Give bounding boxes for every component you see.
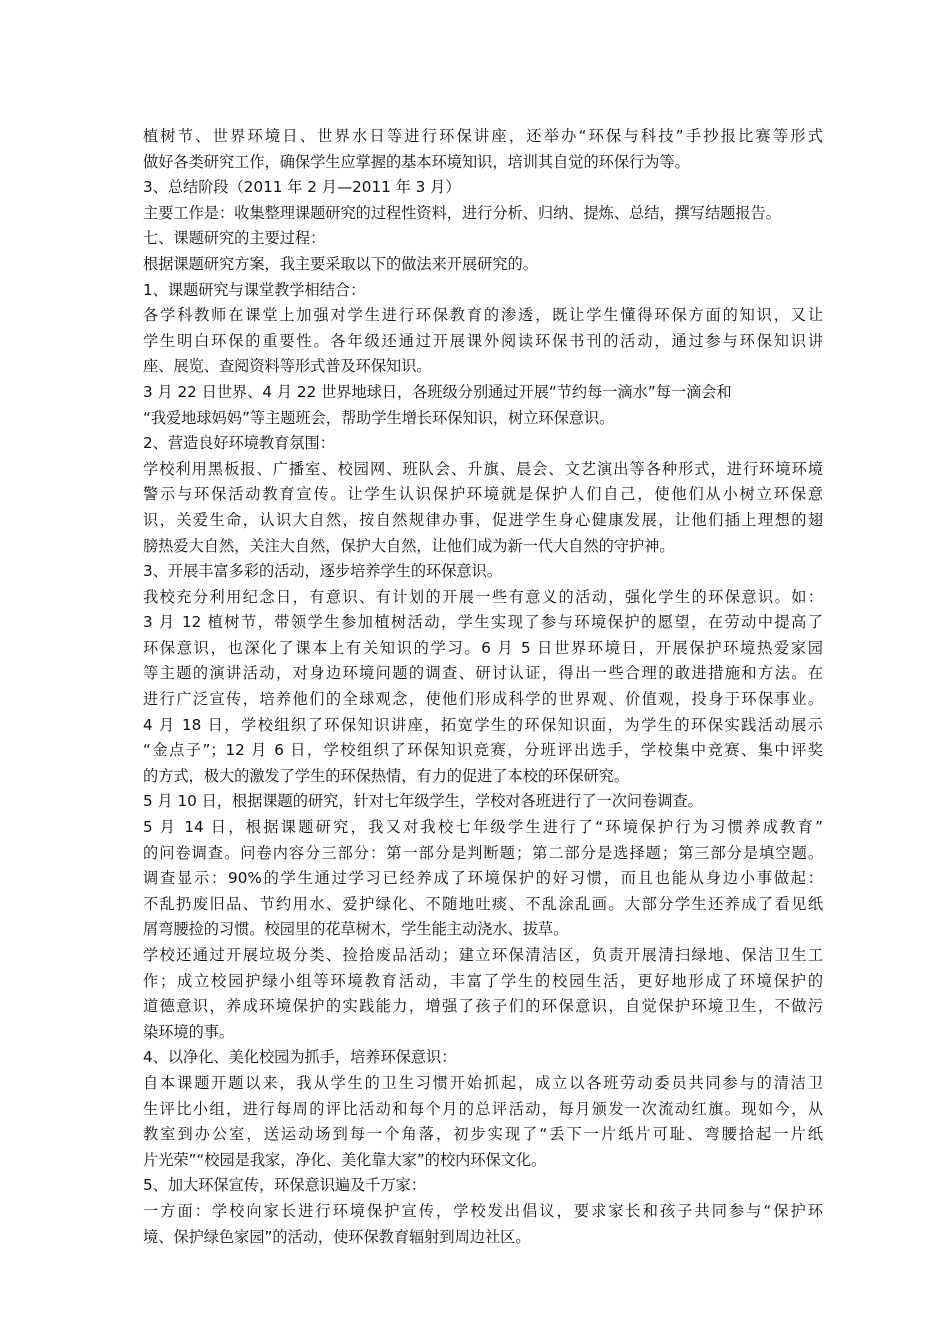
text-line: 3、开展丰富多彩的活动，逐步培养学生的环保意识。 [143, 562, 502, 581]
text-line: 2、营造良好环境教育氛围： [143, 434, 335, 453]
text-line: 片光荣”“校园是我家，净化、美化靠大家”的校内环保文化。 [143, 1150, 547, 1169]
text-line: 识，关爱生命，认识大自然，按自然规律办事，促进学生身心健康发展，让他们插上理想的翅 [143, 510, 823, 529]
text-line: 的问卷调查。问卷内容分三部分：第一部分是判断题；第二部分是选择题；第三部分是填空题。 [143, 843, 823, 862]
text-line: 根据课题研究方案，我主要采取以下的做法来开展研究的。 [143, 254, 538, 273]
text-line: 膀热爱大自然，关注大自然，保护大自然，让他们成为新一代大自然的守护神。 [143, 536, 675, 555]
text-line: 教室到办公室，送运动场到每一个角落，初步实现了“丢下一片纸片可耻、弯腰拾起一片纸 [143, 1125, 823, 1144]
text-line: 各学科教师在课堂上加强对学生进行环保教育的渗透，既让学生懂得环保方面的知识，又让 [143, 306, 823, 325]
text-line: 植树节、世界环境日、世界水日等进行环保讲座，还举办“环保与科技”手抄报比赛等形式 [143, 127, 823, 145]
text-line: 的方式，极大的激发了学生的环保热情，有力的促进了本校的环保研究。 [143, 766, 629, 785]
text-line: 不乱扔废旧品、节约用水、爱护绿化、不随地吐痰、不乱涂乱画。大部分学生还养成了看见纸 [143, 894, 823, 913]
text-line: 道德意识，养成环境保护的实践能力，增强了孩子们的环保意识，自觉保护环境卫生，不做污 [143, 997, 823, 1016]
text-line: 染环境的事。 [143, 1022, 235, 1041]
text-line: 学校还通过开展垃圾分类、捡拾废品活动；建立环保清洁区，负责开展清扫绿地、保洁卫生工 [143, 946, 823, 964]
text-line: 1、课题研究与课堂教学相结合： [143, 280, 366, 299]
text-line: 警示与环保活动教育宣传。让学生认识保护环境就是保护人们自己，使他们从小树立环保意 [143, 485, 823, 504]
text-line: 做好各类研究工作，确保学生应掌握的基本环境知识，培训其自觉的环保行为等。 [143, 152, 690, 171]
text-line: 4、以净化、美化校园为抓手，培养环保意识： [143, 1048, 457, 1067]
text-line: “金点子”；12 月 6 日，学校组织了环保知识竞赛，分班评出选手，学校集中竞赛、集中评奖 [143, 741, 823, 760]
text-line: 3、总结阶段（2011 年 2 月—2011 年 3 月） [143, 178, 461, 197]
text-line: 主要工作是：收集整理课题研究的过程性资料，进行分析、归纳、提炼、总结，撰写结题报告。 [143, 203, 781, 222]
text-line: 一方面：学校向家长进行环境保护宣传，学校发出倡议，要求家长和孩子共同参与“保护环 [143, 1201, 823, 1220]
text-line: 自本课题开题以来，我从学生的卫生习惯开始抓起，成立以各班劳动委员共同参与的清洁卫 [143, 1073, 823, 1092]
text-line: 屑弯腰捡的习惯。校园里的花草树木，学生能主动浇水、拔草。 [143, 920, 569, 939]
text-line: 作；成立校园护绿小组等环境教育活动，丰富了学生的校园生活，更好地形成了环境保护的 [143, 971, 823, 990]
text-line: 3 月 22 日世界、4 月 22 世界地球日，各班级分别通过开展“节约每一滴水”每一滴会和 [143, 382, 732, 401]
text-line: 生评比小组，进行每周的评比活动和每个月的总评活动，每月颁发一次流动红旗。现如今，从 [143, 1099, 823, 1118]
text-line: 5、加大环保宣传，环保意识遍及千万家： [143, 1176, 427, 1195]
text-line: 座、展览、查阅资料等形式普及环保知识。 [143, 357, 432, 376]
text-line: 我校充分利用纪念日，有意识、有计划的开展一些有意义的活动，强化学生的环保意识。如： [143, 587, 823, 606]
text-line: 调查显示：90%的学生通过学习已经养成了环境保护的好习惯，而且也能从身边小事做起： [143, 869, 823, 888]
text-line: 3 月 12 植树节，带领学生参加植树活动，学生实现了参与环境保护的愿望，在劳动中提高了 [143, 613, 823, 632]
text-line: 七、课题研究的主要过程： [143, 229, 326, 248]
text-line: 4 月 18 日，学校组织了环保知识讲座，拓宽学生的环保知识面，为学生的环保实践活动展示 [143, 715, 823, 734]
text-line: 境、保护绿色家园”的活动，使环保教育辐射到周边社区。 [143, 1227, 531, 1246]
text-line: 学校利用黑板报、广播室、校园网、班队会、升旗、晨会、文艺演出等各种形式，进行环境环境 [143, 459, 823, 478]
text-line: “我爱地球妈妈”等主题班会，帮助学生增长环保知识，树立环保意识。 [143, 408, 615, 427]
text-line: 等主题的演讲活动，对身边环境问题的调查、研讨认证，得出一些合理的敢进措施和方法。在 [143, 664, 823, 683]
text-line: 环保意识，也深化了课本上有关知识的学习。6 月 5 日世界环境日，开展保护环境热爱家园 [143, 638, 823, 657]
text-line: 进行广泛宣传，培养他们的全球观念，使他们形成科学的世界观、价值观，投身于环保事业。 [143, 690, 823, 709]
text-line: 5 月 14 日，根据课题研究，我又对我校七年级学生进行了“环境保护行为习惯养成教育” [143, 818, 823, 837]
document-body [143, 124, 823, 1250]
text-line: 5 月 10 日，根据课题的研究，针对七年级学生，学校对各班进行了一次问卷调查。 [143, 792, 703, 811]
text-line: 学生明白环保的重要性。各年级还通过开展课外阅读环保书刊的活动，通过参与环保知识讲 [143, 331, 823, 350]
